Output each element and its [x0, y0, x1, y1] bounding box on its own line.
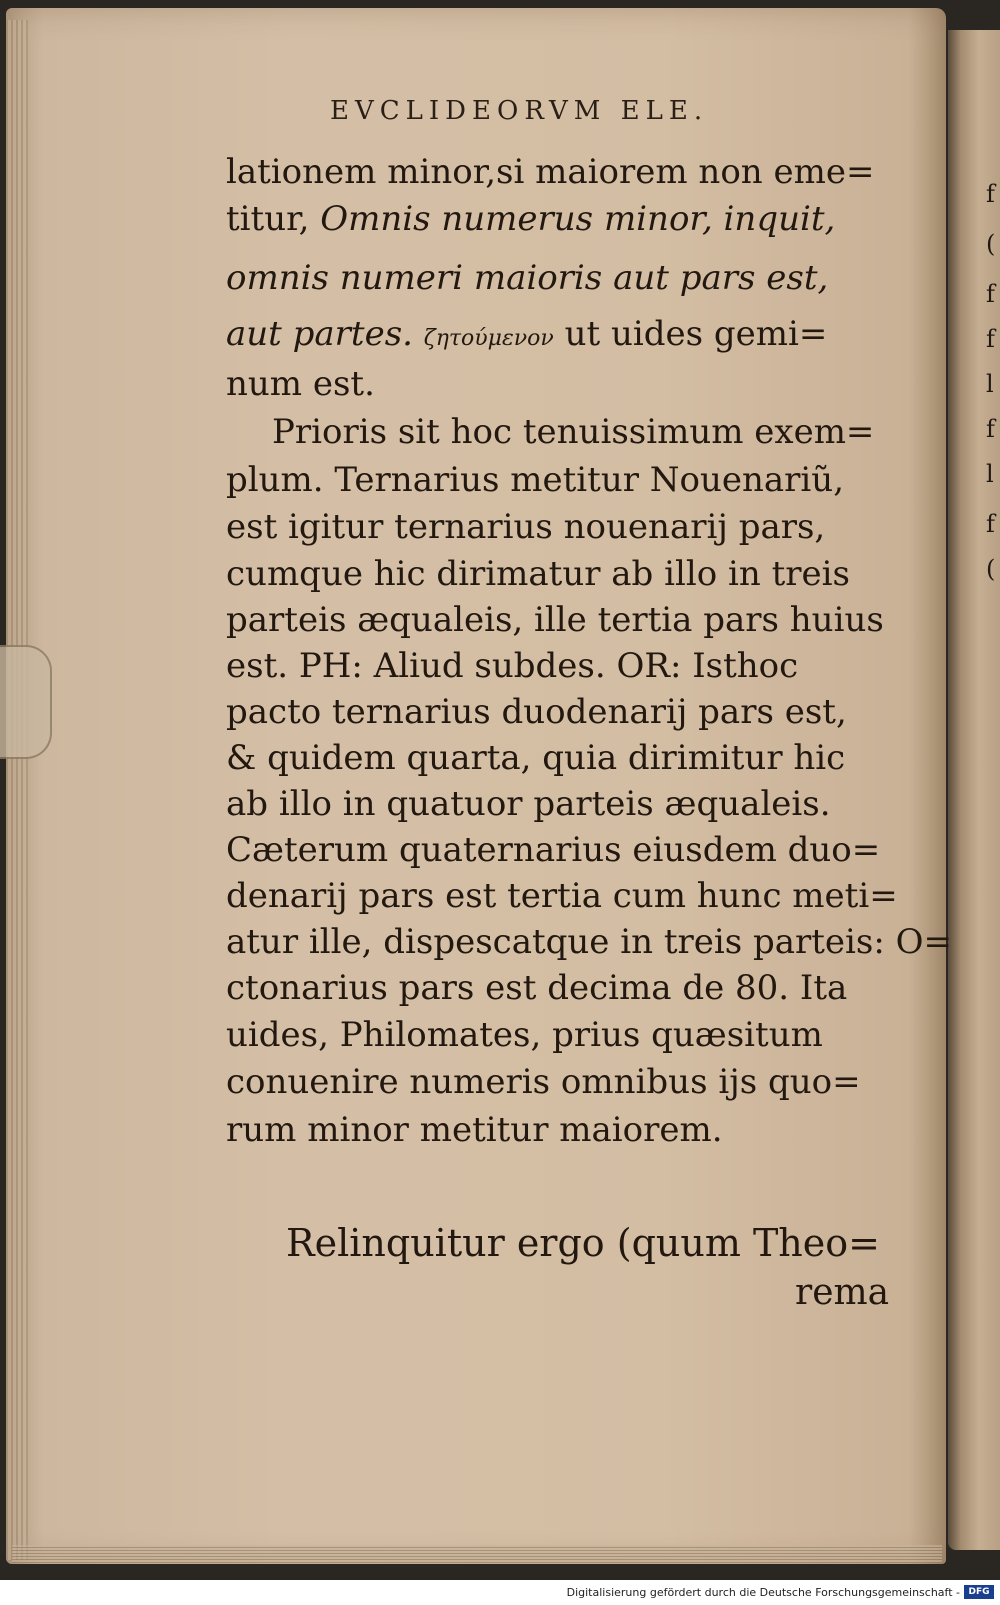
facing-page-fragment: f	[986, 325, 995, 353]
digitization-footer	[0, 1580, 1000, 1605]
text-line: atur ille, dispescatque in treis parteis: O=	[226, 922, 953, 962]
text-line: num est.	[226, 364, 375, 404]
text-line: parteis æqualeis, ille tertia pars huius	[226, 600, 884, 640]
text-line: est. PH: Aliud subdes. OR: Isthoc	[226, 646, 799, 686]
text-line: lationem minor,si maiorem non eme=	[226, 152, 875, 192]
text-roman: titur,	[226, 199, 321, 239]
text-line: uides, Philomates, prius quæsitum	[226, 1015, 823, 1055]
text-line: pacto ternarius duodenarij pars est,	[226, 692, 847, 732]
greek-word: ζητούμενον	[423, 326, 554, 351]
running-header: EVCLIDEORVM ELE.	[330, 96, 709, 126]
text-line: ctonarius pars est decima de 80. Ita	[226, 968, 848, 1008]
text-line: rum minor metitur maiorem.	[226, 1110, 723, 1150]
text-line: ab illo in quatuor parteis æqualeis.	[226, 784, 831, 824]
facing-page-edge	[948, 30, 1000, 1550]
facing-page-fragment: (	[986, 555, 996, 583]
facing-page-fragment: f	[986, 415, 995, 443]
footer-credit: Digitalisierung gefördert durch die Deutsche Forschungsgemeinschaft -	[566, 1586, 960, 1599]
facing-page-fragment: f	[986, 280, 995, 308]
facing-page-fragment: f	[986, 510, 995, 538]
text-line: Cæterum quaternarius eiusdem duo=	[226, 830, 881, 870]
text-line: & quidem quarta, quia dirimitur hic	[226, 738, 846, 778]
page-tab	[0, 645, 52, 759]
page-gutter-edge	[6, 20, 28, 1560]
facing-page-fragment: l	[986, 460, 994, 488]
facing-page-fragment: (	[986, 230, 996, 258]
text-roman: ut uides gemi=	[553, 314, 828, 354]
page-bottom-edge	[12, 1545, 942, 1563]
dfg-logo: DFG	[964, 1585, 994, 1599]
text-line: conuenire numeris omnibus ijs quo=	[226, 1062, 861, 1102]
text-italic: aut partes.	[226, 314, 424, 354]
closing-line: Relinquitur ergo (quum Theo=	[286, 1221, 880, 1265]
text-italic: Omnis numerus minor, inquit,	[320, 199, 836, 239]
text-line: omnis numeri maioris aut pars est,	[226, 258, 829, 298]
text-line: denarij pars est tertia cum hunc meti=	[226, 876, 898, 916]
facing-page-fragment: l	[986, 370, 994, 398]
catchword: rema	[795, 1272, 890, 1313]
text-line: cumque hic dirimatur ab illo in treis	[226, 554, 850, 594]
facing-page-fragment: f	[986, 180, 995, 208]
text-line: plum. Ternarius metitur Nouenariũ,	[226, 460, 845, 500]
text-line	[226, 197, 835, 241]
paragraph-start: Prioris sit hoc tenuissimum exem=	[272, 412, 875, 452]
text-line	[226, 312, 827, 356]
text-line: est igitur ternarius nouenarij pars,	[226, 507, 826, 547]
